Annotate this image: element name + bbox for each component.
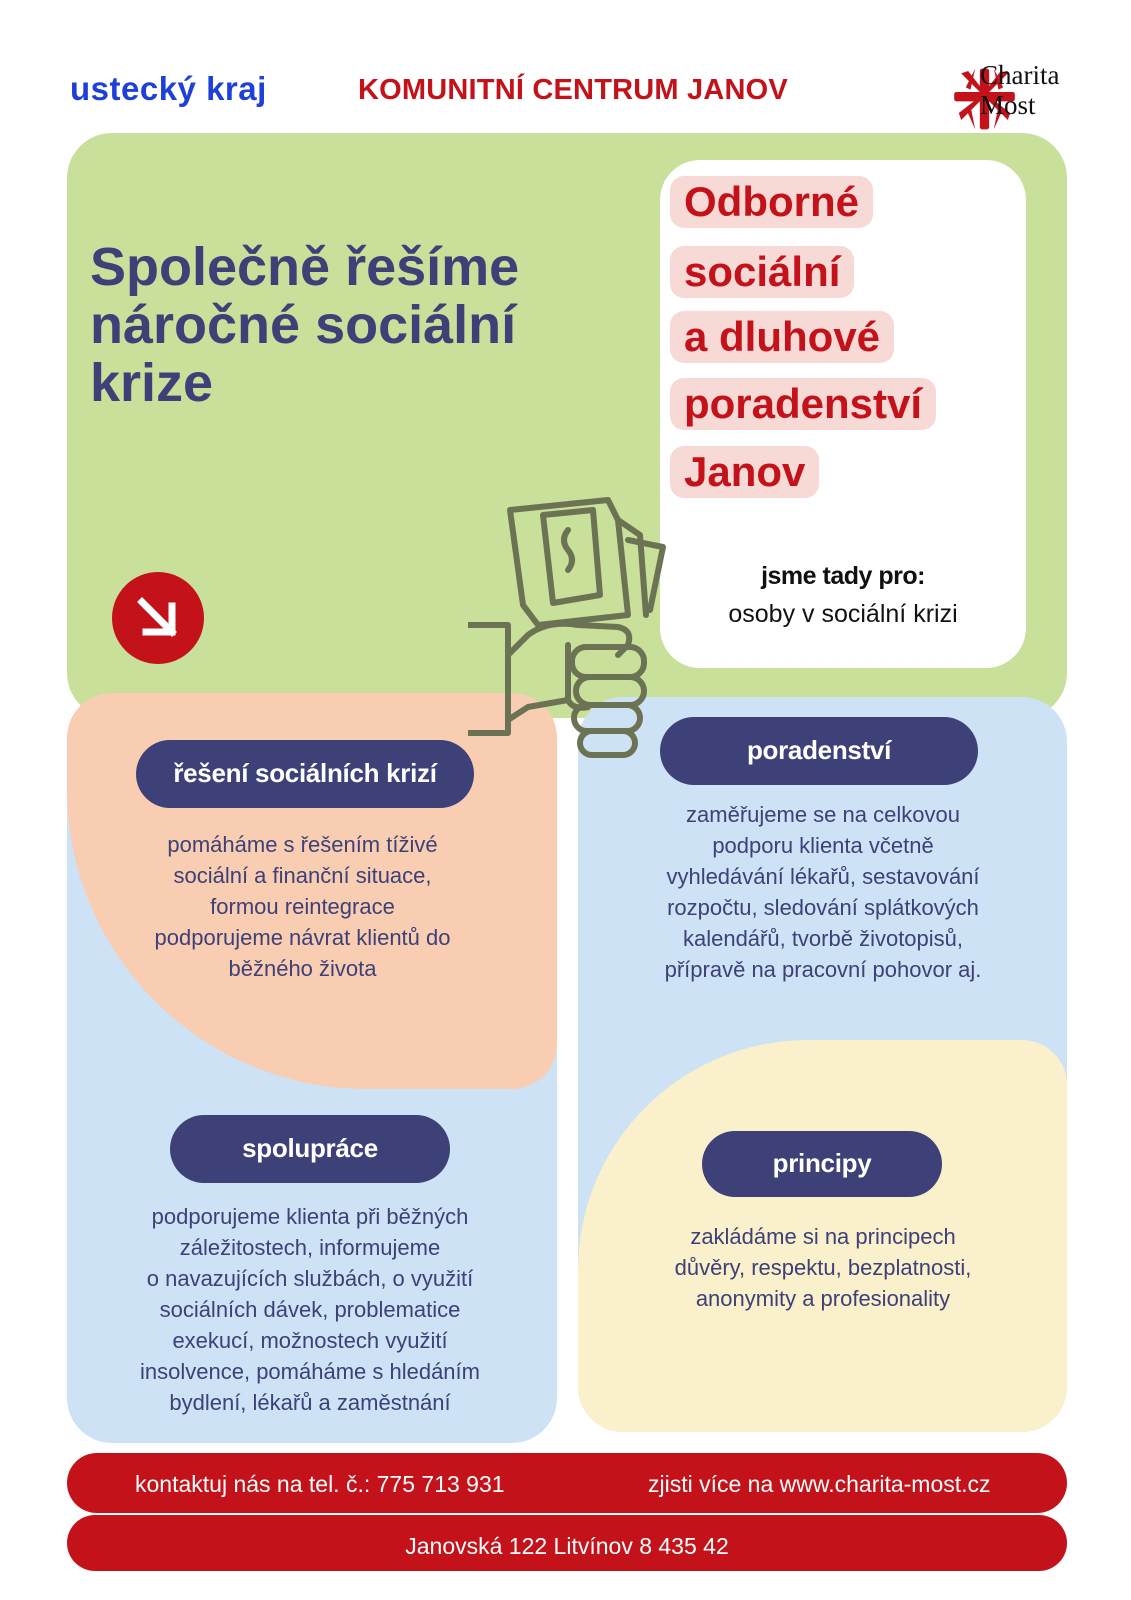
text-line: rozpočtu, sledování splátkových [667, 895, 979, 920]
arrow-badge [112, 572, 204, 664]
footer-website-link[interactable]: zjisti více na www.charita-most.cz [648, 1471, 991, 1497]
headline-line: Odborné [670, 176, 873, 228]
text-line: sociálních dávek, problematice [159, 1297, 461, 1322]
text-line: o navazujících službách, o využití [146, 1266, 474, 1291]
headline-line: a dluhové [670, 311, 894, 363]
section-text-crisis [90, 829, 515, 984]
text-line: formou reintegrace [210, 894, 395, 919]
org-logo-line2: Most [980, 90, 1036, 120]
section-title-counseling: poradenství [660, 717, 978, 785]
hero-title-line: krize [90, 353, 214, 413]
text-line: sociální a finanční situace, [173, 863, 432, 888]
text-line: podporu klienta včetně [712, 833, 934, 858]
text-line: exekucí, možnostech využití [172, 1328, 448, 1353]
footer-phone: kontaktuj nás na tel. č.: 775 713 931 [135, 1471, 505, 1497]
text-line: podporujeme návrat klientů do [154, 925, 451, 950]
text-line: běžného života [228, 956, 377, 981]
text-line: podporujeme klienta při běžných [151, 1204, 469, 1229]
footer-address: Janovská 122 Litvínov 8 435 42 [405, 1533, 729, 1559]
headline-line: Janov [670, 446, 819, 498]
text-line: důvěry, respektu, bezplatnosti, [674, 1255, 972, 1280]
hero-title-line: náročné sociální [90, 295, 517, 355]
hero-title-line: Společně řešíme [90, 237, 520, 297]
audience-value: osoby v sociální krizi [728, 600, 958, 628]
text-line: zaměřujeme se na celkovou [686, 802, 960, 827]
org-logo-line1: Charita [980, 60, 1060, 90]
text-line: kalendářů, tvorbě životopisů, [682, 926, 964, 951]
text-line: pomáháme s řešením tíživé [167, 832, 438, 857]
section-text-counseling [603, 799, 1043, 985]
text-line: přípravě na pracovní pohovor aj. [664, 957, 982, 982]
header-title: KOMUNITNÍ CENTRUM JANOV [358, 74, 788, 106]
section-title-principles: principy [702, 1131, 942, 1197]
section-text-principles [603, 1221, 1043, 1314]
text-line: insolvence, pomáháme s hledáním [140, 1359, 480, 1384]
arrow-down-right-icon [112, 572, 204, 664]
text-line: bydlení, lékařů a zaměstnání [169, 1390, 451, 1415]
headline-line: sociální [670, 246, 854, 298]
headline-line: poradenství [670, 378, 936, 430]
text-line: záležitostech, informujeme [179, 1235, 441, 1260]
text-line: zakládáme si na principech [690, 1224, 956, 1249]
text-line: vyhledávání lékařů, sestavování [666, 864, 980, 889]
org-logo-text [980, 60, 1059, 120]
section-text-cooperation [85, 1201, 535, 1418]
money-hand-icon [468, 495, 678, 760]
section-title-cooperation: spolupráce [170, 1115, 450, 1183]
hero-title [90, 238, 610, 412]
audience-label: jsme tady pro: [761, 562, 925, 590]
region-logo: ustecký kraj [70, 70, 267, 107]
section-title-crisis: řešení sociálních krizí [136, 740, 474, 808]
text-line: anonymity a profesionality [695, 1286, 951, 1311]
